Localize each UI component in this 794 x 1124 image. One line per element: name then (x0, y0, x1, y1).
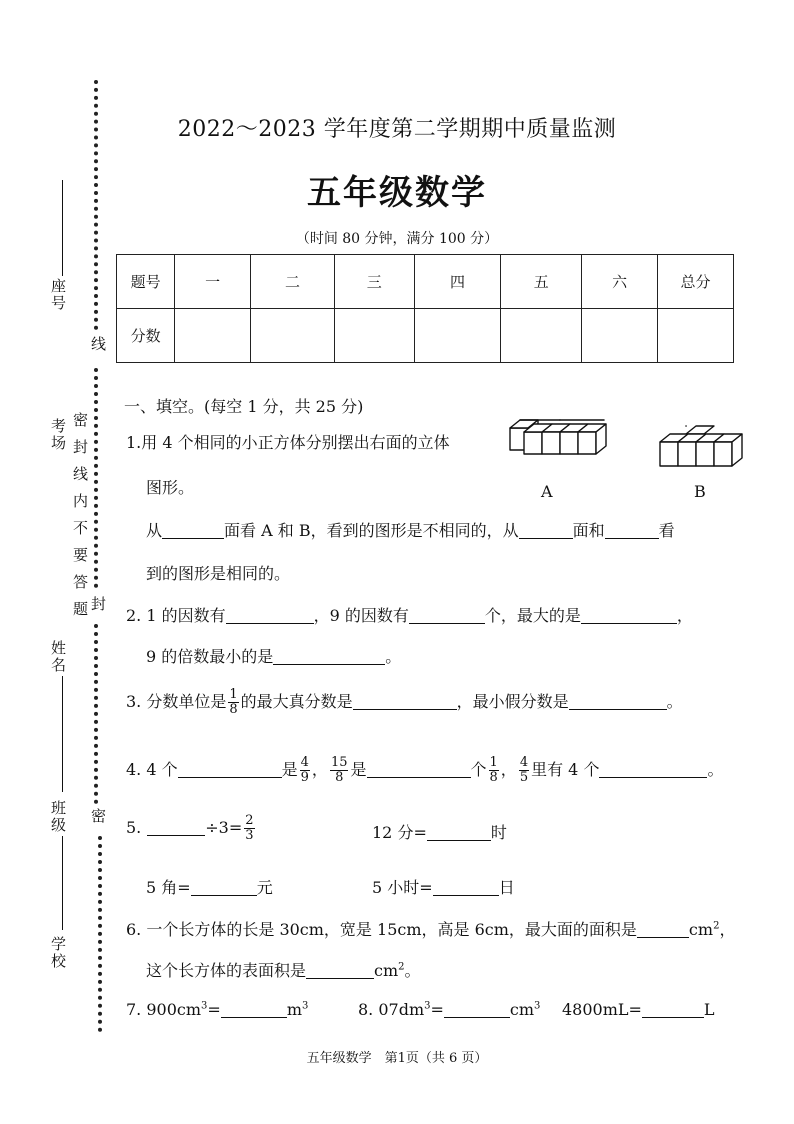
q7-text: 7. 900cm (126, 1000, 202, 1019)
score-header-cell: 总分 (658, 255, 734, 309)
score-table-score-row (117, 309, 734, 363)
score-entry-cell[interactable] (501, 309, 582, 363)
score-entry-cell[interactable] (334, 309, 414, 363)
q5-text: 时 (490, 823, 507, 842)
exam-room-label: 考场 (49, 418, 67, 452)
q3-fraction: $\frac{1}{8}$ (229, 687, 238, 717)
q5-blank-4[interactable] (433, 879, 499, 896)
q1-line2: 图形。 (146, 478, 195, 497)
score-header-cell: 二 (251, 255, 335, 309)
q7-blank-2[interactable] (444, 1001, 510, 1018)
q7-blank-1[interactable] (221, 1001, 287, 1018)
q1-text: 从 (146, 521, 163, 540)
score-row-label: 分数 (117, 309, 175, 363)
q6-comma: ， (719, 920, 736, 939)
seal-dotted-line-bottom (98, 836, 102, 1032)
score-entry-cell[interactable] (175, 309, 251, 363)
q7-unit: cm (509, 1000, 535, 1019)
q2-text: 9 的倍数最小的是 (146, 647, 274, 666)
q2-text: 2. 1 的因数有 (126, 606, 226, 625)
q4-text: 是 (281, 760, 298, 779)
q4-text: 是 (350, 760, 367, 779)
q6-end: 。 (404, 961, 421, 980)
q3-line (126, 688, 683, 717)
q1-line4: 到的图形是相同的。 (146, 564, 291, 583)
score-table-header-row (117, 255, 734, 309)
name-field-line[interactable] (62, 676, 63, 792)
q4-text: 4. 4 个 (126, 760, 178, 779)
q7-text: 4800mL= (562, 1000, 642, 1019)
q4-text: 。 (707, 760, 724, 779)
q3-blank-1[interactable] (353, 693, 457, 710)
seal-dotted-line-middle (94, 368, 98, 588)
q4-fraction-1: $\frac{4}{9}$ (300, 755, 309, 785)
score-entry-cell[interactable] (582, 309, 658, 363)
q4-text: 个 (470, 760, 487, 779)
section1-title: 一、填空。(每空 1 分，共 25 分) (124, 397, 364, 416)
q5-blank-3[interactable] (191, 879, 257, 896)
q5-line2-left (146, 875, 273, 898)
q1-blank-2[interactable] (519, 522, 573, 539)
q4-blank-1[interactable] (178, 761, 282, 778)
q4-sep: ， (311, 760, 328, 779)
page-footer: 五年级数学 第1页（共 6 页） (306, 1051, 488, 1066)
q5-text: ÷3= (205, 818, 243, 837)
q2-line2 (146, 644, 401, 667)
q5-blank-2[interactable] (427, 824, 491, 841)
score-entry-cell[interactable] (658, 309, 734, 363)
figure-a-label: A (541, 482, 553, 501)
q7-part-b: 8. $07dm^3= cm^3$ (358, 1000, 541, 1019)
q3-text: 3. 分数单位是 (126, 692, 227, 711)
q5-text: 5 小时= (372, 878, 433, 897)
time-info: （时间 80 分钟，满分 100 分） (295, 231, 499, 247)
figure-b-label: B (694, 482, 706, 501)
q2-text: ，9 的因数有 (313, 606, 409, 625)
class-label: 班级 (49, 800, 67, 834)
q5-text: 12 分= (372, 823, 427, 842)
q2-blank-3[interactable] (581, 607, 677, 624)
q4-blank-2[interactable] (367, 761, 471, 778)
cube-figure-b (658, 420, 750, 470)
score-header-cell: 题号 (117, 255, 175, 309)
name-label: 姓名 (49, 640, 67, 674)
q4-sep: ， (500, 760, 517, 779)
class-field-line[interactable] (62, 836, 63, 930)
q7-blank-3[interactable] (642, 1001, 704, 1018)
q1-text: 面和 (572, 521, 605, 540)
score-entry-cell[interactable] (251, 309, 335, 363)
q6-line2: 这个长方体的表面积是 $cm^2$。 (146, 961, 421, 980)
q4-fraction-4: $\frac{4}{5}$ (519, 755, 529, 785)
q5-text: 元 (256, 878, 273, 897)
q2-text: 个，最大的是 (484, 606, 581, 625)
seat-label: 座号 (49, 278, 67, 312)
q2-blank-4[interactable] (273, 648, 385, 665)
score-header-cell: 一 (175, 255, 251, 309)
q1-text: 面看 A 和 B，看到的图形是不相同的，从 (224, 521, 519, 540)
q2-blank-1[interactable] (226, 607, 314, 624)
margin-seal-char: 封 (89, 596, 107, 613)
cube-figure-a (508, 414, 608, 470)
q4-fraction-3: $\frac{1}{8}$ (489, 755, 498, 785)
score-header-cell: 三 (334, 255, 414, 309)
margin-secret-char: 密 (89, 808, 107, 825)
q5-blank-1[interactable] (147, 819, 205, 836)
seal-dotted-line-lower (94, 624, 98, 804)
score-table (116, 254, 734, 363)
q6-line1: 6. 一个长方体的长是 30cm，宽是 15cm，高是 6cm，最大面的面积是 $cm^2$， (126, 920, 736, 939)
q1-blank-1[interactable] (162, 522, 224, 539)
q5-line1-right (372, 820, 507, 843)
q1-line1: 1.用 4 个相同的小正方体分别摆出右面的立体 (126, 433, 450, 452)
q2-line1 (126, 603, 693, 626)
q3-text: ，最小假分数是 (456, 692, 569, 711)
q5-fraction: $\frac{2}{3}$ (245, 813, 254, 843)
q5-line2-right (372, 875, 515, 898)
q6-blank-2[interactable] (306, 962, 374, 979)
term-title: 2022～2023 学年度第二学期期中质量监测 (177, 117, 617, 142)
q7-unit: m (286, 1000, 302, 1019)
q5-line1-left (126, 814, 257, 843)
margin-line-char: 线 (89, 336, 107, 353)
q2-blank-2[interactable] (409, 607, 485, 624)
q6-blank-1[interactable] (637, 921, 689, 938)
q2-text: 。 (385, 647, 402, 666)
q1-line3 (146, 518, 675, 541)
q6-unit: cm (374, 961, 399, 980)
q4-line (126, 756, 723, 785)
q7-unit: L (703, 1000, 715, 1019)
q2-text: ， (676, 606, 693, 625)
q1-blank-3[interactable] (605, 522, 659, 539)
q7-part-a: 7. $900cm^3= m^3$ (126, 1000, 309, 1019)
subject-title: 五年级数学 (307, 173, 487, 213)
school-label: 学校 (49, 936, 67, 970)
q6-text: 这个长方体的表面积是 (146, 961, 307, 980)
q5-text: 日 (498, 878, 515, 897)
q4-fraction-2: $\frac{15}{8}$ (330, 755, 348, 785)
score-header-cell: 五 (501, 255, 582, 309)
score-header-cell: 六 (582, 255, 658, 309)
q5-text: 5 角= (146, 878, 191, 897)
q1-text: 看 (658, 521, 675, 540)
q4-blank-3[interactable] (599, 761, 707, 778)
q3-text: 的最大真分数是 (240, 692, 353, 711)
q6-text: 6. 一个长方体的长是 30cm，宽是 15cm，高是 6cm，最大面的面积是 (126, 920, 637, 939)
q7-part-c (562, 1000, 715, 1019)
q5-label: 5. (126, 818, 142, 837)
score-entry-cell[interactable] (414, 309, 501, 363)
q3-text: 。 (666, 692, 683, 711)
q6-unit: cm (688, 920, 714, 939)
q4-text: 里有 4 个 (531, 760, 600, 779)
score-header-cell: 四 (414, 255, 501, 309)
margin-notice: 密封线内不要答题 (71, 412, 89, 628)
q3-blank-2[interactable] (569, 693, 667, 710)
q7-text: 8. 07dm (358, 1000, 425, 1019)
